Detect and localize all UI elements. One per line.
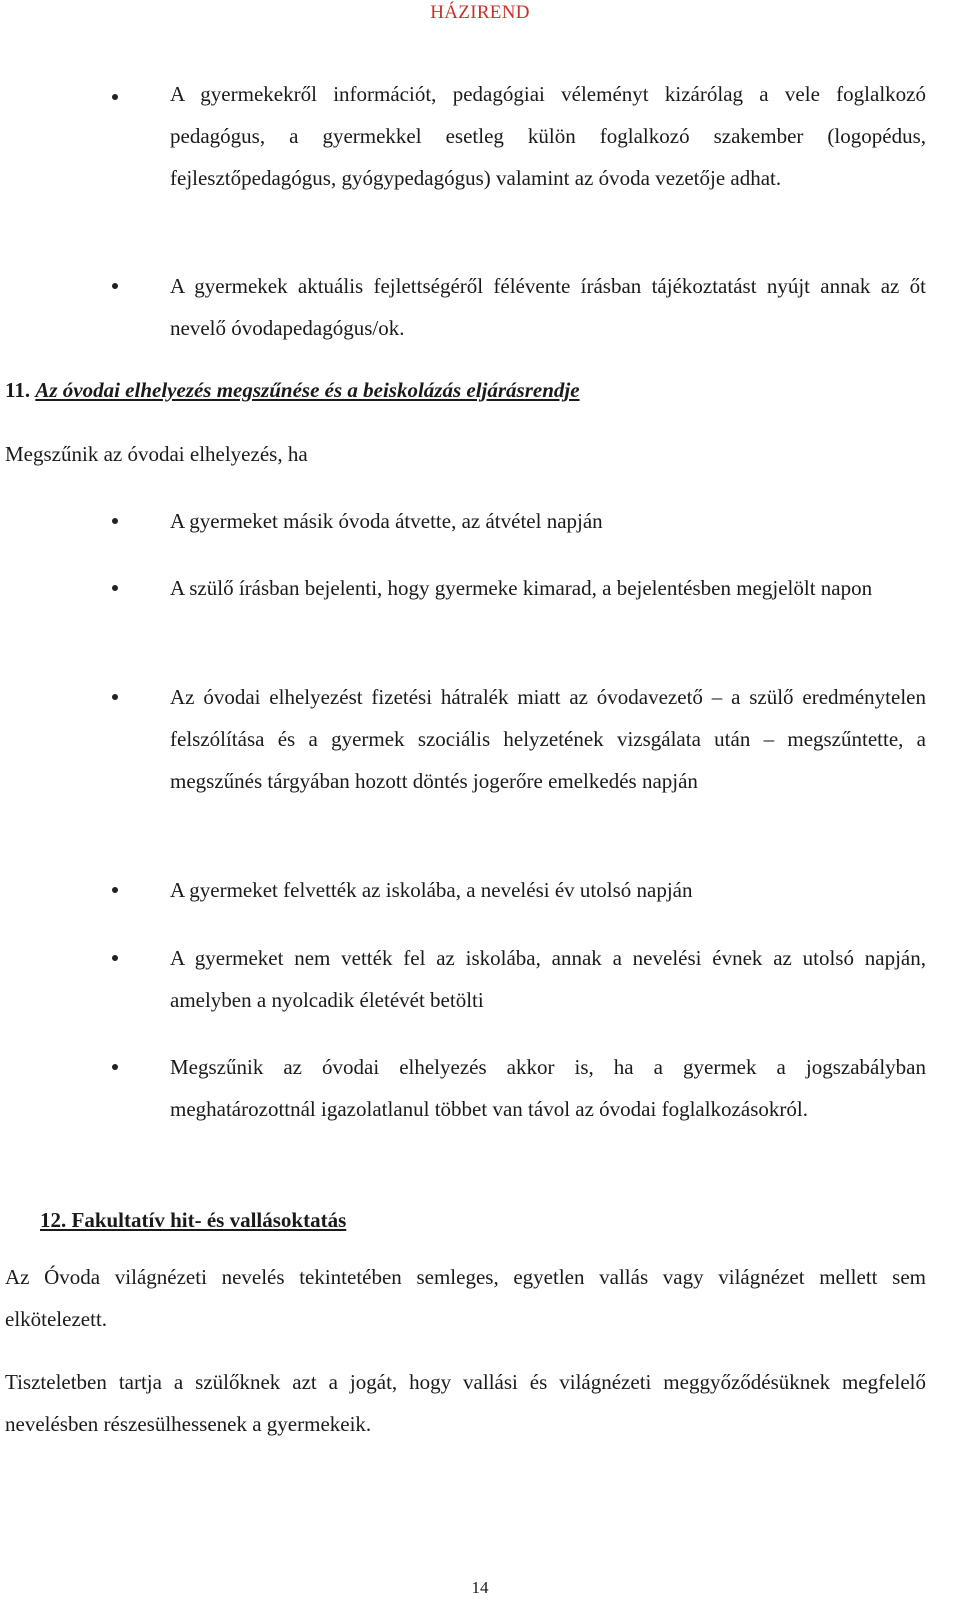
list-item: A szülő írásban bejelenti, hogy gyermeke kimarad, a bejelentésben megjelölt napon	[170, 576, 873, 600]
bullet-icon	[112, 585, 118, 591]
section-heading-12: 12. Fakultatív hit- és vallásoktatás	[40, 1208, 347, 1232]
list-item: A gyermekekről információt, pedagógiai véleményt kizárólag a vele foglalkozó pedagógus, a gyermekkel esetleg külön foglalkozó szakember (logopédus, fejlesztőpedagógus, gyógypedagógus) valamint az óvoda vezetője adhat.	[170, 82, 926, 190]
list-item: Megszűnik az óvodai elhelyezés akkor is, ha a gyermek a jogszabályban meghatározottnál igazolatlanul többet van távol az óvodai foglalkozásokról.	[170, 1055, 926, 1121]
page-number: 14	[471, 1578, 489, 1597]
list-item: A gyermekek aktuális fejlettségéről félévente írásban tájékoztatást nyújt annak az őt nevelő óvodapedagógus/ok.	[170, 274, 926, 340]
bullet-icon	[112, 694, 118, 700]
list-item: Az óvodai elhelyezést fizetési hátralék miatt az óvodavezető – a szülő eredménytelen felszólítása és a gyermek szociális helyzetének vizsgálata után – megszűntette, a megszűnés tárgyában hozott döntés jogerőre emelkedés napján	[170, 685, 926, 793]
bullet-icon	[112, 518, 118, 524]
bullet-icon	[112, 887, 118, 893]
list-item: A gyermeket felvették az iskolába, a nevelési év utolsó napján	[170, 878, 693, 902]
list-item: A gyermeket másik óvoda átvette, az átvétel napján	[170, 509, 603, 533]
section-intro: Megszűnik az óvodai elhelyezés, ha	[5, 442, 308, 466]
page-header: HÁZIREND	[430, 2, 530, 23]
section-heading-11	[5, 378, 580, 403]
paragraph: Tiszteletben tartja a szülőknek azt a jogát, hogy vallási és világnézeti meggyőződésüknek megfelelő nevelésben részesülhessenek a gyermekeik.	[5, 1370, 926, 1436]
section-title: Az óvodai elhelyezés megszűnése és a beiskolázás eljárásrendje	[35, 378, 580, 402]
bullet-icon	[112, 94, 118, 100]
bullet-icon	[112, 283, 118, 289]
bullet-icon	[112, 955, 118, 961]
bullet-icon	[112, 1064, 118, 1070]
section-number: 11.	[5, 378, 31, 402]
paragraph: Az Óvoda világnézeti nevelés tekintetében semleges, egyetlen vallás vagy világnézet mellett sem elkötelezett.	[5, 1265, 926, 1331]
list-item: A gyermeket nem vették fel az iskolába, annak a nevelési évnek az utolsó napján, amelyben a nyolcadik életévét betölti	[170, 946, 926, 1012]
